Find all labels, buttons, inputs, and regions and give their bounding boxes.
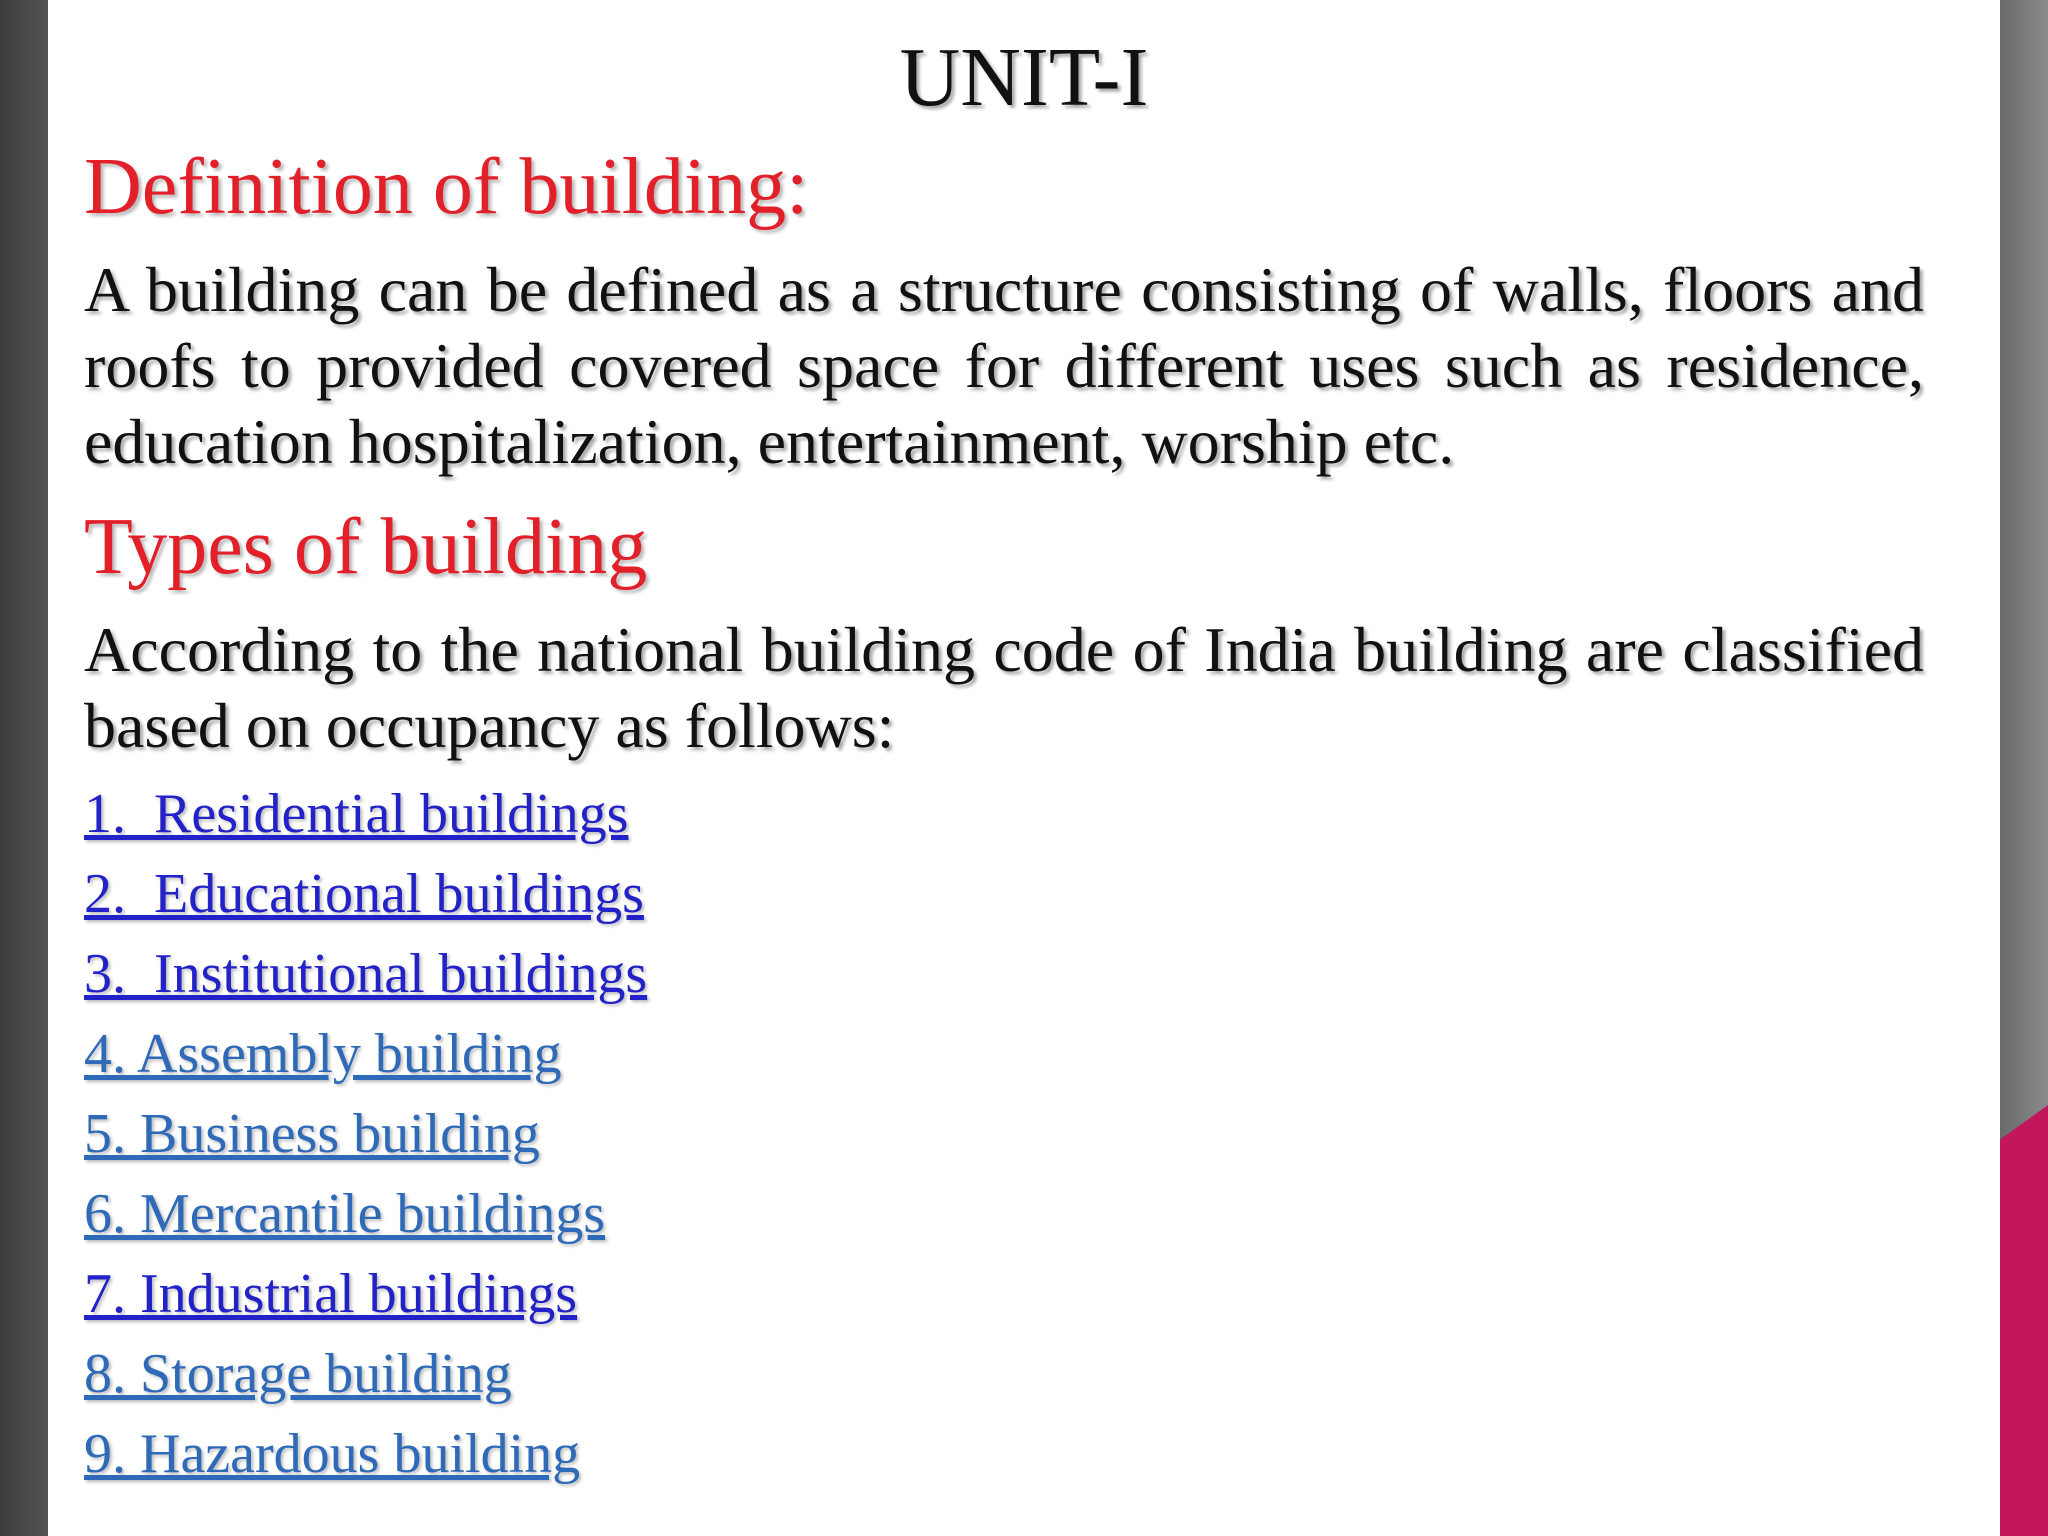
definition-paragraph: A building can be defined as a structure consisting of walls, floors and roofs to provided covered space for different uses such as residence, education hospitalization, entertainment, worship etc.	[84, 254, 1924, 477]
definition-heading: Definition of building:	[84, 143, 809, 231]
list-item-assembly[interactable]: 4. Assembly building	[84, 1023, 562, 1085]
slide-title: UNIT-I	[899, 31, 1149, 124]
types-heading: Types of building	[84, 503, 648, 591]
left-frame-bar	[0, 0, 50, 1536]
list-item-residential[interactable]: 1. Residential buildings	[84, 783, 629, 845]
types-paragraph: According to the national building code of India building are classified based on occupancy as follows:	[84, 614, 1924, 761]
list-item-mercantile[interactable]: 6. Mercantile buildings	[84, 1183, 606, 1245]
list-item-hazardous[interactable]: 9. Hazardous building	[84, 1423, 581, 1485]
list-item-industrial[interactable]: 7. Industrial buildings	[84, 1263, 578, 1325]
list-item-storage[interactable]: 8. Storage building	[84, 1343, 512, 1405]
list-item-business[interactable]: 5. Business building	[84, 1103, 540, 1165]
building-types-list	[84, 778, 647, 1498]
list-item-educational[interactable]: 2. Educational buildings	[84, 863, 644, 925]
list-item-institutional[interactable]: 3. Institutional buildings	[84, 943, 648, 1005]
accent-shape	[2000, 1105, 2048, 1536]
slide	[48, 0, 2000, 1536]
